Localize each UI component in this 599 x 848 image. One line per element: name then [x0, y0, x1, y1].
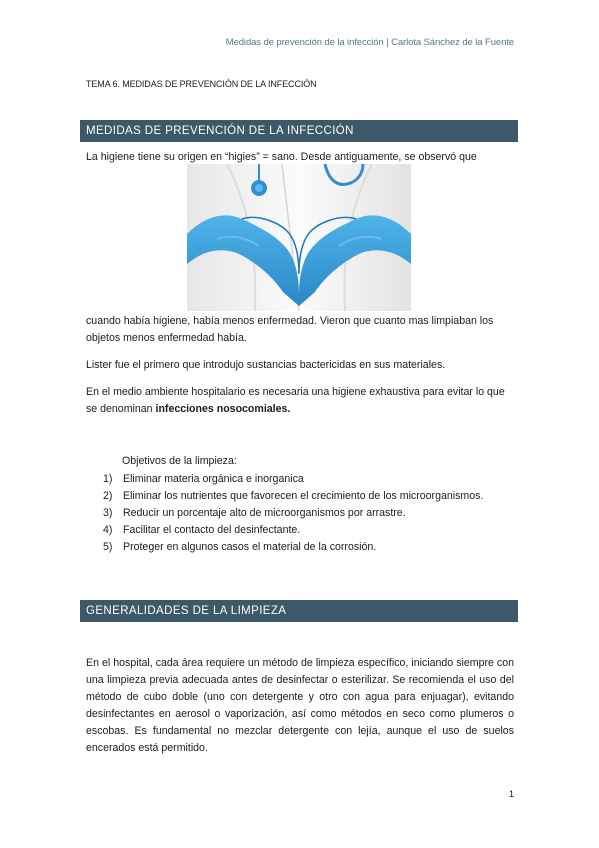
- list-item-number: 3): [103, 507, 113, 519]
- list-item: [103, 522, 514, 539]
- list-item-text: Proteger en algunos casos el material de la corrosión.: [123, 541, 377, 553]
- lister-paragraph: Lister fue el primero que introdujo sustancias bactericidas en sus materiales.: [86, 359, 446, 371]
- hospital-hygiene-paragraph: [86, 384, 514, 418]
- objectives-list: [103, 471, 514, 556]
- list-item-number: 5): [103, 541, 113, 553]
- list-item-text: Eliminar materia orgánica e inorganica: [123, 473, 304, 485]
- section-heading-label: MEDIDAS DE PREVENCIÓN DE LA INFECCIÓN: [86, 125, 354, 137]
- section-heading-cleaning: [80, 600, 518, 622]
- list-item-number: 2): [103, 490, 113, 502]
- list-item-text: Reducir un porcentaje alto de microorganismos por arrastre.: [123, 507, 406, 519]
- list-item-number: 1): [103, 473, 113, 485]
- hospital-hygiene-text: En el medio ambiente hospitalario es necesaria una higiene exhaustiva para evitar lo que se denominan: [86, 386, 505, 415]
- objectives-title: Objetivos de la limpieza:: [122, 455, 237, 467]
- gloved-hands-heart-photo: [187, 164, 411, 311]
- nosocomial-term: infecciones nosocomiales.: [155, 403, 291, 415]
- list-item-text: Eliminar los nutrientes que favorecen el crecimiento de los microorganismos.: [123, 490, 484, 502]
- list-item: [103, 488, 514, 505]
- list-item: [103, 539, 514, 556]
- hygiene-history-paragraph: cuando había higiene, había menos enfermedad. Vieron que cuanto mas limpiaban los objetos menos enfermedad había.: [86, 315, 494, 344]
- gloved-hands-heart-illustration: [187, 164, 411, 311]
- section-heading-label: GENERALIDADES DE LA LIMPIEZA: [86, 605, 287, 617]
- section-heading-prevention: [80, 120, 518, 142]
- list-item: [103, 505, 514, 522]
- page-number: 1: [509, 789, 515, 799]
- running-header: Medidas de prevención de la infección | Carlota Sánchez de la Fuente: [225, 37, 514, 48]
- topic-title: TEMA 6. MEDIDAS DE PREVENCIÓN DE LA INFECCIÓN: [86, 79, 317, 89]
- intro-paragraph: La higiene tiene su origen en “higies” = sano. Desde antiguamente, se observó que: [86, 151, 477, 163]
- list-item-text: Facilitar el contacto del desinfectante.: [123, 524, 301, 536]
- list-item-number: 4): [103, 524, 113, 536]
- list-item: [103, 471, 514, 488]
- cleaning-paragraph: En el hospital, cada área requiere un método de limpieza específico, iniciando siempre con una limpieza previa adecuada antes de desinfectar o esterilizar. Se recomienda el uso del método de cubo doble (uno con detergente y otro con agua para enjuagar), evitando desinfectantes en aerosol o vaporización, así como métodos en seco como plumeros o escobas. Es fundamental no mezclar detergente con lejía, aunque el uso de suelos encerados está permitido.: [86, 657, 514, 754]
